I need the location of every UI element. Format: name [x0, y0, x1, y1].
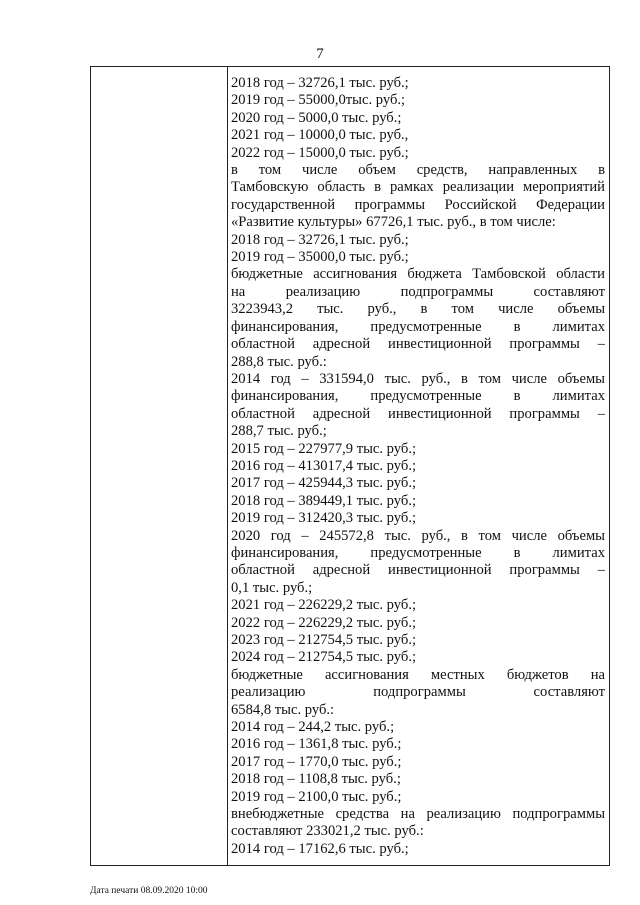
text-line: 2014 год – 331594,0 тыс. руб., в том числе объемы [231, 370, 605, 387]
text-line: 2016 год – 413017,4 тыс. руб.; [231, 457, 417, 474]
text-line: бюджетные ассигнования местных бюджетов на [231, 666, 605, 683]
text-line: 2019 год – 2100,0 тыс. руб.; [231, 788, 402, 805]
text-line: 2021 год – 10000,0 тыс. руб., [231, 127, 409, 144]
text-line: 6584,8 тыс. руб.: [231, 701, 335, 718]
text-line: бюджетные ассигнования бюджета Тамбовской области [231, 266, 605, 283]
text-line: 2018 год – 32726,1 тыс. руб.; [231, 231, 409, 248]
column-divider [227, 67, 228, 865]
text-line: 2022 год – 226229,2 тыс. руб.; [231, 614, 417, 631]
print-date-footer: Дата печати 08.09.2020 10:00 [90, 886, 208, 896]
page-number: 7 [316, 46, 324, 62]
text-line: составляют 233021,2 тыс. руб.: [231, 823, 424, 840]
document-table [90, 66, 610, 866]
text-line: 2024 год – 212754,5 тыс. руб.; [231, 649, 417, 666]
text-line: 2023 год – 212754,5 тыс. руб.; [231, 632, 417, 648]
text-line: 2019 год – 55000,0тыс. руб.; [231, 92, 406, 109]
text-line: государственной программы Российской Федерации [231, 196, 605, 213]
text-line: 2020 год – 245572,8 тыс. руб., в том числе объемы [231, 527, 605, 544]
text-line: 2017 год – 425944,3 тыс. руб.; [231, 475, 417, 492]
text-line: 288,7 тыс. руб.; [231, 423, 327, 440]
text-line: 2016 год – 1361,8 тыс. руб.; [231, 736, 402, 753]
text-line: 2015 год – 227977,9 тыс. руб.; [231, 440, 417, 457]
text-line: реализацию подпрограммы составляют [231, 684, 605, 701]
text-line: внебюджетные средства на реализацию подпрограммы [231, 806, 605, 823]
text-line: областной адресной инвестиционной программы – [231, 405, 605, 422]
text-line: областной адресной инвестиционной программы – [231, 562, 605, 579]
text-line: областной адресной инвестиционной программы – [231, 336, 605, 353]
text-line: 2017 год – 1770,0 тыс. руб.; [231, 753, 402, 770]
text-line: 2018 год – 32726,1 тыс. руб.; [231, 75, 409, 91]
table-right-cell [231, 75, 605, 858]
text-line: финансирования, предусмотренные в лимитах [231, 388, 605, 405]
text-line: 2018 год – 1108,8 тыс. руб.; [231, 771, 401, 788]
text-line: «Развитие культуры» 67726,1 тыс. руб., в том числе: [231, 214, 556, 231]
text-line: 2014 год – 17162,6 тыс. руб.; [231, 840, 409, 857]
text-line: финансирования, предусмотренные в лимитах [231, 318, 605, 335]
text-line: финансирования, предусмотренные в лимитах [231, 544, 605, 561]
text-line: 2020 год – 5000,0 тыс. руб.; [231, 109, 402, 126]
text-line: 0,1 тыс. руб.; [231, 579, 313, 596]
text-line: в том числе объем средств, направленных в [231, 162, 605, 179]
text-line: 2022 год – 15000,0 тыс. руб.; [231, 144, 409, 161]
text-line: 2019 год – 312420,3 тыс. руб.; [231, 510, 417, 527]
text-line: Тамбовскую область в рамках реализации мероприятий [231, 179, 605, 196]
text-line: 288,8 тыс. руб.: [231, 353, 327, 370]
text-line: 2019 год – 35000,0 тыс. руб.; [231, 249, 409, 266]
text-line: 2021 год – 226229,2 тыс. руб.; [231, 597, 417, 614]
text-line: 3223943,2 тыс. руб., в том числе объемы [231, 301, 605, 318]
text-line: 2014 год – 244,2 тыс. руб.; [231, 719, 395, 736]
text-line: на реализацию подпрограммы составляют [231, 283, 605, 300]
text-line: 2018 год – 389449,1 тыс. руб.; [231, 492, 417, 509]
